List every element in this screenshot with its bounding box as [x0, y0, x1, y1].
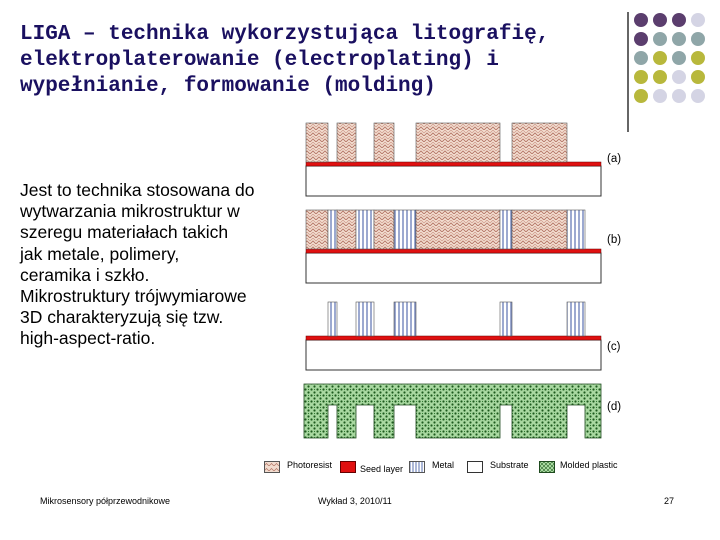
- stage-label-a: (a): [607, 153, 622, 165]
- body-line: ceramika i szkło.: [20, 264, 150, 285]
- decorative-dot: [672, 70, 686, 84]
- decorative-dot: [691, 89, 705, 103]
- body-line: jak metale, polimery,: [20, 243, 180, 264]
- legend-substrate: Substrate: [490, 460, 529, 470]
- legend-swatch-photoresist: [264, 461, 280, 473]
- photoresist-block: [306, 210, 328, 249]
- seed-layer: [306, 162, 601, 166]
- photoresist-block: [374, 210, 394, 249]
- decorative-dot: [653, 32, 667, 46]
- metal-fill: [356, 210, 374, 249]
- substrate: [306, 340, 601, 370]
- decorative-dot: [634, 89, 648, 103]
- legend-seed-layer: Seed layer: [360, 464, 404, 474]
- metal-fill: [328, 210, 337, 249]
- decorative-dot: [634, 13, 648, 27]
- legend-photoresist: Photoresist: [287, 460, 333, 470]
- stage-label-d: (d): [607, 401, 622, 413]
- photoresist-block: [337, 123, 356, 162]
- metal-fill: [500, 210, 512, 249]
- seed-layer: [306, 336, 601, 340]
- body-line: 3D charakteryzują się tzw.: [20, 307, 224, 328]
- body-text: [20, 180, 302, 350]
- footer-course: Mikrosensory półprzewodnikowe: [40, 496, 171, 506]
- footer-lecture: Wykład 3, 2010/11: [318, 496, 392, 506]
- stage-label-b: (b): [607, 234, 622, 246]
- metal-structure: [500, 302, 512, 336]
- decorative-dot: [653, 70, 667, 84]
- stage-a: [306, 123, 601, 196]
- title-line-2: elektroplaterowanie (electroplating) i: [20, 49, 499, 72]
- photoresist-block: [512, 210, 567, 249]
- legend-swatch-substrate: [467, 461, 483, 473]
- decorative-divider: [627, 12, 629, 132]
- photoresist-block: [512, 123, 567, 162]
- metal-structure: [356, 302, 374, 336]
- substrate: [306, 253, 601, 283]
- substrate: [306, 166, 601, 196]
- decorative-dot: [672, 13, 686, 27]
- seed-layer: [306, 249, 601, 253]
- title-line-3: wypełnianie, formowanie (molding): [20, 75, 436, 98]
- decorative-dot: [691, 32, 705, 46]
- stage-c: [306, 302, 601, 370]
- stage-b: [306, 210, 601, 283]
- decorative-dot: [653, 13, 667, 27]
- legend-swatch-seed-layer: [340, 461, 356, 473]
- slide-title: [20, 22, 610, 100]
- stage-label-c: (c): [607, 341, 621, 353]
- legend-swatch-metal: [409, 461, 425, 473]
- stage-d: [304, 384, 601, 438]
- legend-metal: Metal: [432, 460, 455, 470]
- metal-structure: [328, 302, 337, 336]
- decorative-dot: [672, 89, 686, 103]
- photoresist-block: [306, 123, 328, 162]
- metal-structure: [394, 302, 416, 336]
- photoresist-block: [374, 123, 394, 162]
- body-line: high-aspect-ratio.: [20, 328, 156, 349]
- body-line: szeregu materiałach takich: [20, 222, 229, 243]
- decorative-dot: [691, 51, 705, 65]
- page-number: 27: [664, 496, 675, 506]
- decorative-dot: [653, 89, 667, 103]
- metal-structure: [567, 302, 585, 336]
- title-line-1: LIGA – technika wykorzystująca litografię,: [20, 23, 550, 46]
- decorative-dot: [653, 51, 667, 65]
- decorative-dot: [672, 51, 686, 65]
- metal-fill: [567, 210, 585, 249]
- decorative-dot: [634, 70, 648, 84]
- photoresist-block: [337, 210, 356, 249]
- decorative-dot: [634, 32, 648, 46]
- legend-swatch-molded-plastic: [539, 461, 555, 473]
- body-line: Mikrostruktury trójwymiarowe: [20, 286, 247, 307]
- photoresist-block: [416, 123, 500, 162]
- metal-fill: [394, 210, 416, 249]
- photoresist-block: [416, 210, 500, 249]
- decorative-dot: [634, 51, 648, 65]
- body-line: Jest to technika stosowana do: [20, 180, 255, 200]
- liga-process-diagram: [298, 118, 608, 448]
- decorative-dot-grid: [633, 13, 715, 109]
- body-line: wytwarzania mikrostruktur w: [20, 201, 240, 222]
- decorative-dot: [672, 32, 686, 46]
- decorative-dot: [691, 70, 705, 84]
- legend-molded-plastic: Molded plastic: [560, 460, 618, 470]
- molded-plastic: [304, 384, 601, 438]
- decorative-dot: [691, 13, 705, 27]
